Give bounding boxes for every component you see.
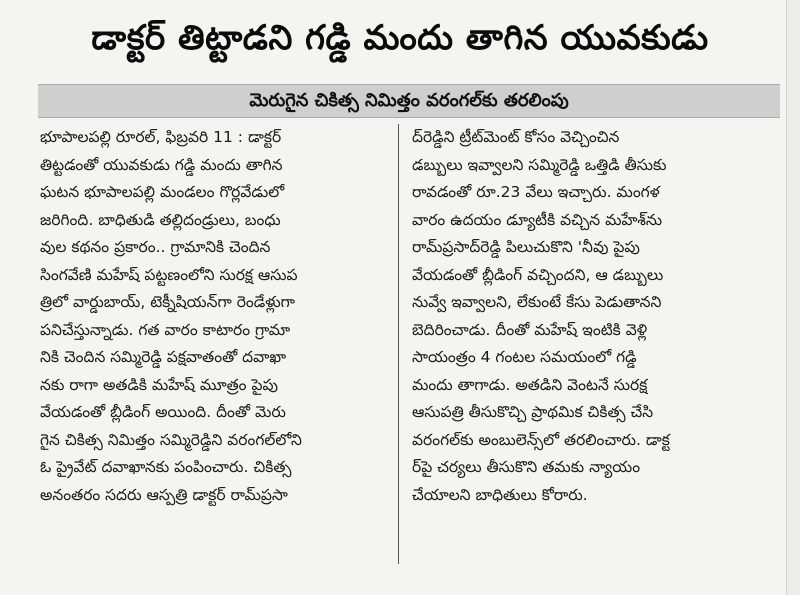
article-line: వరంగల్‌కు అంబులెన్స్‌లో తరలించారు. డాక్ట bbox=[412, 430, 670, 449]
article-line: త్రిలో వార్డుబాయ్, టెక్నీషియన్‌గా రెండేళ్లుగా bbox=[40, 293, 295, 311]
article-line: నకు రాగా అతడికి మహేష్ మూత్రం పైపు bbox=[40, 375, 278, 394]
previous-article-clipped bbox=[0, 0, 800, 14]
article-line: వేయడంతో బ్లీడింగ్ అయింది. దీంతో మెరు bbox=[40, 403, 286, 421]
article-line: ఓ ప్రైవేట్ దవాఖానకు పంపించారు. చికిత్స bbox=[40, 458, 292, 476]
subheadline-band bbox=[38, 84, 780, 118]
article-line: వారం ఉదయం డ్యూటీకి వచ్చిన మహేశ్‌ను bbox=[412, 210, 663, 229]
subheadline: మెరుగైన చికిత్స నిమిత్తం వరంగల్‌కు తరలింపు bbox=[249, 90, 569, 111]
article-line: రామ్‌ప్రసాద్‌రెడ్డి పిలుచుకొని 'నీవు పైపు bbox=[412, 238, 640, 256]
adjacent-column-edge bbox=[786, 0, 800, 595]
article-line: డబ్బులు ఇవ్వాలని సమ్మిరెడ్డి ఒత్తిడి తీసుకు bbox=[412, 155, 667, 174]
article-line: ద్‌రెడ్డిని ట్రీట్‌మెంట్ కోసం వెచ్చించిన bbox=[412, 128, 620, 146]
next-headline-clipped bbox=[0, 566, 800, 595]
article-line: గైన చికిత్స నిమిత్తం సమ్మిరెడ్డిని వరంగల్‌లోని bbox=[40, 430, 302, 449]
article-line: ర్‌పై చర్యలు తీసుకొని తమకు న్యాయం bbox=[412, 458, 641, 476]
headline: డాక్టర్ తిట్టాడని గడ్డి మందు తాగిన యువకుడు bbox=[91, 18, 709, 58]
article-line: ఆసుపత్రి తీసుకొచ్చి ప్రాథమిక చికిత్స చేసి bbox=[412, 403, 654, 421]
article-column-left bbox=[40, 124, 395, 509]
article-line: సాయంత్రం 4 గంటల సమయంలో గడ్డి bbox=[412, 348, 637, 366]
article-line: భూపాలపల్లి రూరల్, ఫిబ్రవరి 11 : డాక్టర్ bbox=[40, 128, 282, 146]
article-line: వుల కథనం ప్రకారం.. గ్రామానికి చెందిన bbox=[40, 238, 271, 256]
article-line: పనిచేస్తున్నాడు. గత వారం కాటారం గ్రామా bbox=[40, 320, 291, 339]
article-line: నికి చెందిన సమ్మిరెడ్డి పక్షవాతంతో దవాఖా bbox=[40, 348, 287, 366]
article-line: వేయడంతో బ్లీడింగ్ వచ్చిందని, ఆ డబ్బులు bbox=[412, 265, 664, 284]
article-line: రావడంతో రూ.23 వేలు ఇచ్చారు. మంగళ bbox=[412, 183, 660, 201]
column-divider bbox=[398, 124, 399, 564]
article-line: చేయాలని బాధితులు కోరారు. bbox=[412, 485, 588, 504]
article-column-right bbox=[412, 124, 770, 509]
article-line: ఘటన భూపాలపల్లి మండలం గొర్లవేడులో bbox=[40, 183, 285, 201]
article-line: నువ్వే ఇవ్వాలని, లేకుంటే కేసు పెడుతానని bbox=[412, 293, 662, 311]
article-line: సింగవేణి మహేష్ పట్టణంలోని సురక్ష ఆసుప bbox=[40, 265, 298, 284]
article-line: అనంతరం సదరు ఆస్పత్రి డాక్టర్ రామ్‌ప్రసా bbox=[40, 485, 288, 504]
article-line: జరిగింది. బాధితుడి తల్లిదండ్రులు, బంధు bbox=[40, 210, 281, 229]
article-line: బెదిరించాడు. దీంతో మహేష్ ఇంటికి వెళ్లి bbox=[412, 320, 648, 339]
article-line: మందు తాగాడు. అతడిని వెంటనే సురక్ష bbox=[412, 375, 648, 394]
article-line: తిట్టడంతో యువకుడు గడ్డి మందు తాగిన bbox=[40, 155, 283, 174]
